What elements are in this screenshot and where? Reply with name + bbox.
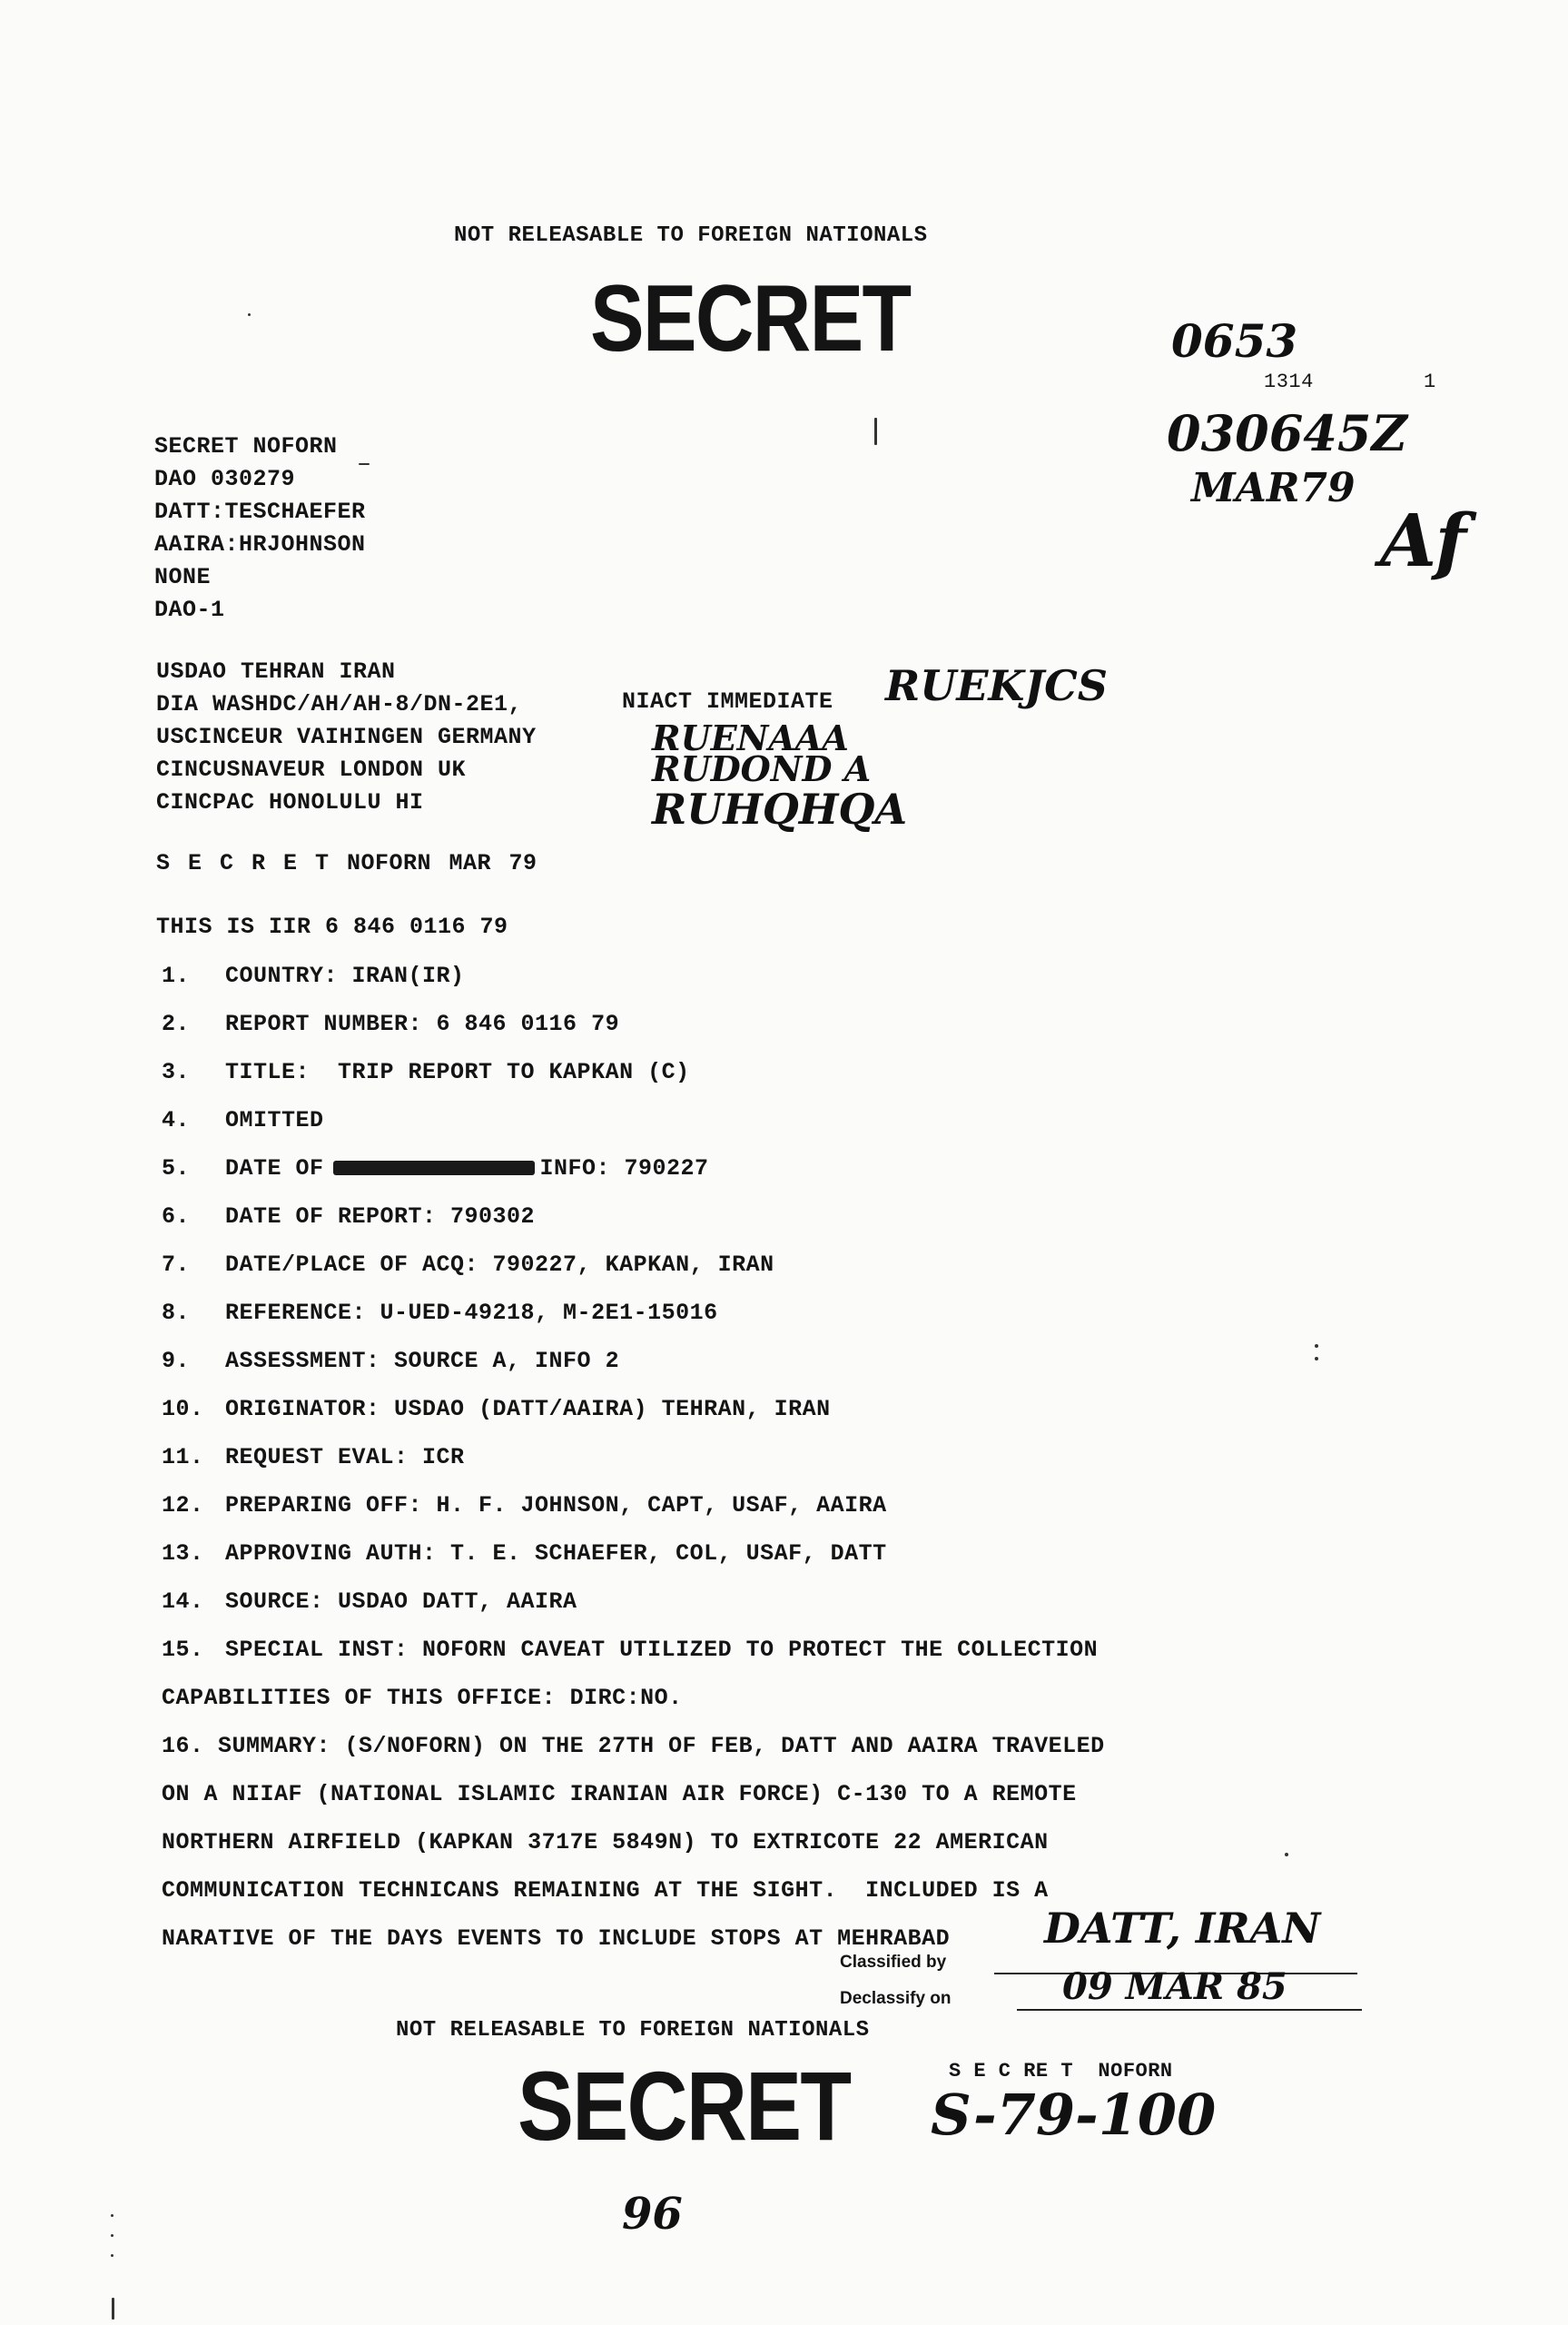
item — [162, 1492, 887, 1519]
item-text: INFO: 790227 — [539, 1155, 709, 1182]
precedence: NIACT IMMEDIATE — [622, 688, 833, 715]
item-text: DATE/PLACE OF ACQ: 790227, KAPKAN, IRAN — [225, 1252, 774, 1278]
summary-line: ON A NIIAF (NATIONAL ISLAMIC IRANIAN AIR FORCE) C-130 TO A REMOTE — [162, 1781, 1077, 1807]
item-text: SPECIAL INST: NOFORN CAVEAT UTILIZED TO PROTECT THE COLLECTION — [225, 1637, 1099, 1663]
item-text: REQUEST EVAL: ICR — [225, 1444, 465, 1470]
item — [162, 1396, 831, 1422]
handwritten-routing-4: RUHQHQA — [652, 785, 908, 834]
addressee: CINCUSNAVEUR LONDON UK — [156, 757, 467, 783]
item — [162, 1059, 690, 1085]
item-text: SOURCE: USDAO DATT, AAIRA — [225, 1588, 577, 1615]
declassify-on-label: Declassify on — [840, 1989, 952, 2008]
scan-speck — [111, 2214, 113, 2217]
addressee-block — [156, 656, 537, 819]
classification-top: SECRET — [590, 266, 911, 371]
scan-speck — [359, 463, 370, 465]
handwritten-dtg-3: MAR79 — [1191, 465, 1356, 511]
handwritten-declass-on: 09 MAR 85 — [1062, 1965, 1287, 2008]
handwritten-routing-1: RUEKJCS — [885, 661, 1108, 710]
item-text: ORIGINATOR: USDAO (DATT/AAIRA) TEHRAN, IRAN — [225, 1396, 831, 1422]
item — [162, 1444, 465, 1470]
handwritten-case-number: S-79-100 — [931, 2082, 1217, 2148]
scan-speck — [248, 313, 251, 316]
item — [162, 963, 465, 989]
item-text: REPORT NUMBER: 6 846 0116 79 — [225, 1011, 620, 1037]
summary-line: NORTHERN AIRFIELD (KAPKAN 3717E 5849N) TO EXTRICOTE 22 AMERICAN — [162, 1829, 1049, 1855]
header-line: NONE — [154, 564, 212, 590]
addressee: USCINCEUR VAIHINGEN GERMANY — [156, 724, 537, 750]
item-text: ASSESSMENT: SOURCE A, INFO 2 — [225, 1348, 620, 1374]
handwritten-declass-by: DATT, IRAN — [1044, 1904, 1321, 1953]
item-number: 15. — [162, 1637, 204, 1663]
item-text: COUNTRY: IRAN(IR) — [225, 963, 465, 989]
iir-line: THIS IS IIR 6 846 0116 79 — [156, 914, 508, 940]
scan-speck — [111, 2234, 113, 2237]
item-number: 5. — [162, 1155, 191, 1182]
item-text: TITLE: TRIP REPORT TO KAPKAN (C) — [225, 1059, 690, 1085]
header-line: AAIRA:HRJOHNSON — [154, 531, 366, 558]
item-number: 7. — [162, 1252, 191, 1278]
item-text: PREPARING OFF: H. F. JOHNSON, CAPT, USAF, AAIRA — [225, 1492, 887, 1519]
item-text: DATE OF — [225, 1155, 324, 1182]
item-number: 6. — [162, 1203, 191, 1230]
item-number: 12. — [162, 1492, 204, 1519]
handwritten-page-number: 96 — [622, 2189, 683, 2240]
item — [162, 1588, 577, 1615]
scan-speck — [112, 2298, 114, 2320]
item-number: 4. — [162, 1107, 191, 1133]
item-number: 14. — [162, 1588, 204, 1615]
header-line: DATT:TESCHAEFER — [154, 499, 366, 525]
handwritten-routing-2: RUENAAA — [652, 717, 849, 758]
banner-top: NOT RELEASABLE TO FOREIGN NATIONALS — [454, 223, 928, 248]
item-number: 11. — [162, 1444, 204, 1470]
scan-speck — [111, 2254, 113, 2257]
scan-speck — [1315, 1344, 1318, 1348]
handwritten-dtg-2: 030645Z — [1167, 404, 1407, 462]
scan-speck — [1285, 1853, 1288, 1856]
item — [162, 1155, 709, 1182]
summary-line: 16. SUMMARY: (S/NOFORN) ON THE 27TH OF FEB, DATT AND AAIRA TRAVELED — [162, 1733, 1105, 1759]
redaction-bar — [333, 1161, 535, 1175]
item — [162, 1540, 887, 1567]
item — [162, 1300, 718, 1326]
item — [162, 1203, 535, 1230]
addressee: CINCPAC HONOLULU HI — [156, 789, 424, 816]
handwritten-initials: Af — [1380, 498, 1467, 583]
item-number: 8. — [162, 1300, 191, 1326]
secret-noforn-bottom: S E C RE T NOFORN — [949, 2060, 1173, 2083]
item-number: 3. — [162, 1059, 191, 1085]
item-number: 9. — [162, 1348, 191, 1374]
item-text: APPROVING AUTH: T. E. SCHAEFER, COL, USAF, DATT — [225, 1540, 887, 1567]
header-line: DAO-1 — [154, 597, 225, 623]
item-number: 2. — [162, 1011, 191, 1037]
scan-speck — [874, 418, 877, 445]
handwritten-routing-3: RUDOND A — [652, 748, 872, 789]
addressee: USDAO TEHRAN IRAN — [156, 658, 396, 685]
header-line: SECRET NOFORN — [154, 433, 338, 460]
stamp-number-right: 1 — [1424, 371, 1436, 393]
header-line: DAO 030279 — [154, 466, 296, 492]
declassify-on-line — [1017, 2009, 1362, 2011]
stamp-number-left: 1314 — [1264, 371, 1314, 393]
item — [162, 1348, 619, 1374]
banner-bottom: NOT RELEASABLE TO FOREIGN NATIONALS — [396, 2018, 870, 2043]
item-text: OMITTED — [225, 1107, 324, 1133]
item — [162, 1252, 774, 1278]
item-continuation: CAPABILITIES OF THIS OFFICE: DIRC:NO. — [162, 1685, 683, 1711]
item-number: 1. — [162, 963, 191, 989]
item-text: REFERENCE: U-UED-49218, M-2E1-15016 — [225, 1300, 718, 1326]
summary-line: COMMUNICATION TECHNICANS REMAINING AT THE SIGHT. INCLUDED IS A — [162, 1877, 1049, 1904]
item — [162, 1107, 324, 1133]
item — [162, 1637, 1098, 1663]
summary-line: NARATIVE OF THE DAYS EVENTS TO INCLUDE STOPS AT MEHRABAD — [162, 1925, 951, 1952]
item — [162, 1011, 619, 1037]
classified-by-label: Classified by — [840, 1953, 947, 1972]
secret-noforn-line: S E C R E T NOFORN MAR 79 — [156, 850, 537, 876]
scan-speck — [1315, 1357, 1318, 1360]
item-number: 13. — [162, 1540, 204, 1567]
handwritten-dtg-1: 0653 — [1171, 314, 1298, 368]
item-number: 10. — [162, 1396, 204, 1422]
header-block — [154, 430, 366, 627]
classification-bottom: SECRET — [518, 2051, 851, 2161]
addressee: DIA WASHDC/AH/AH-8/DN-2E1, — [156, 691, 523, 717]
item-text: DATE OF REPORT: 790302 — [225, 1203, 536, 1230]
